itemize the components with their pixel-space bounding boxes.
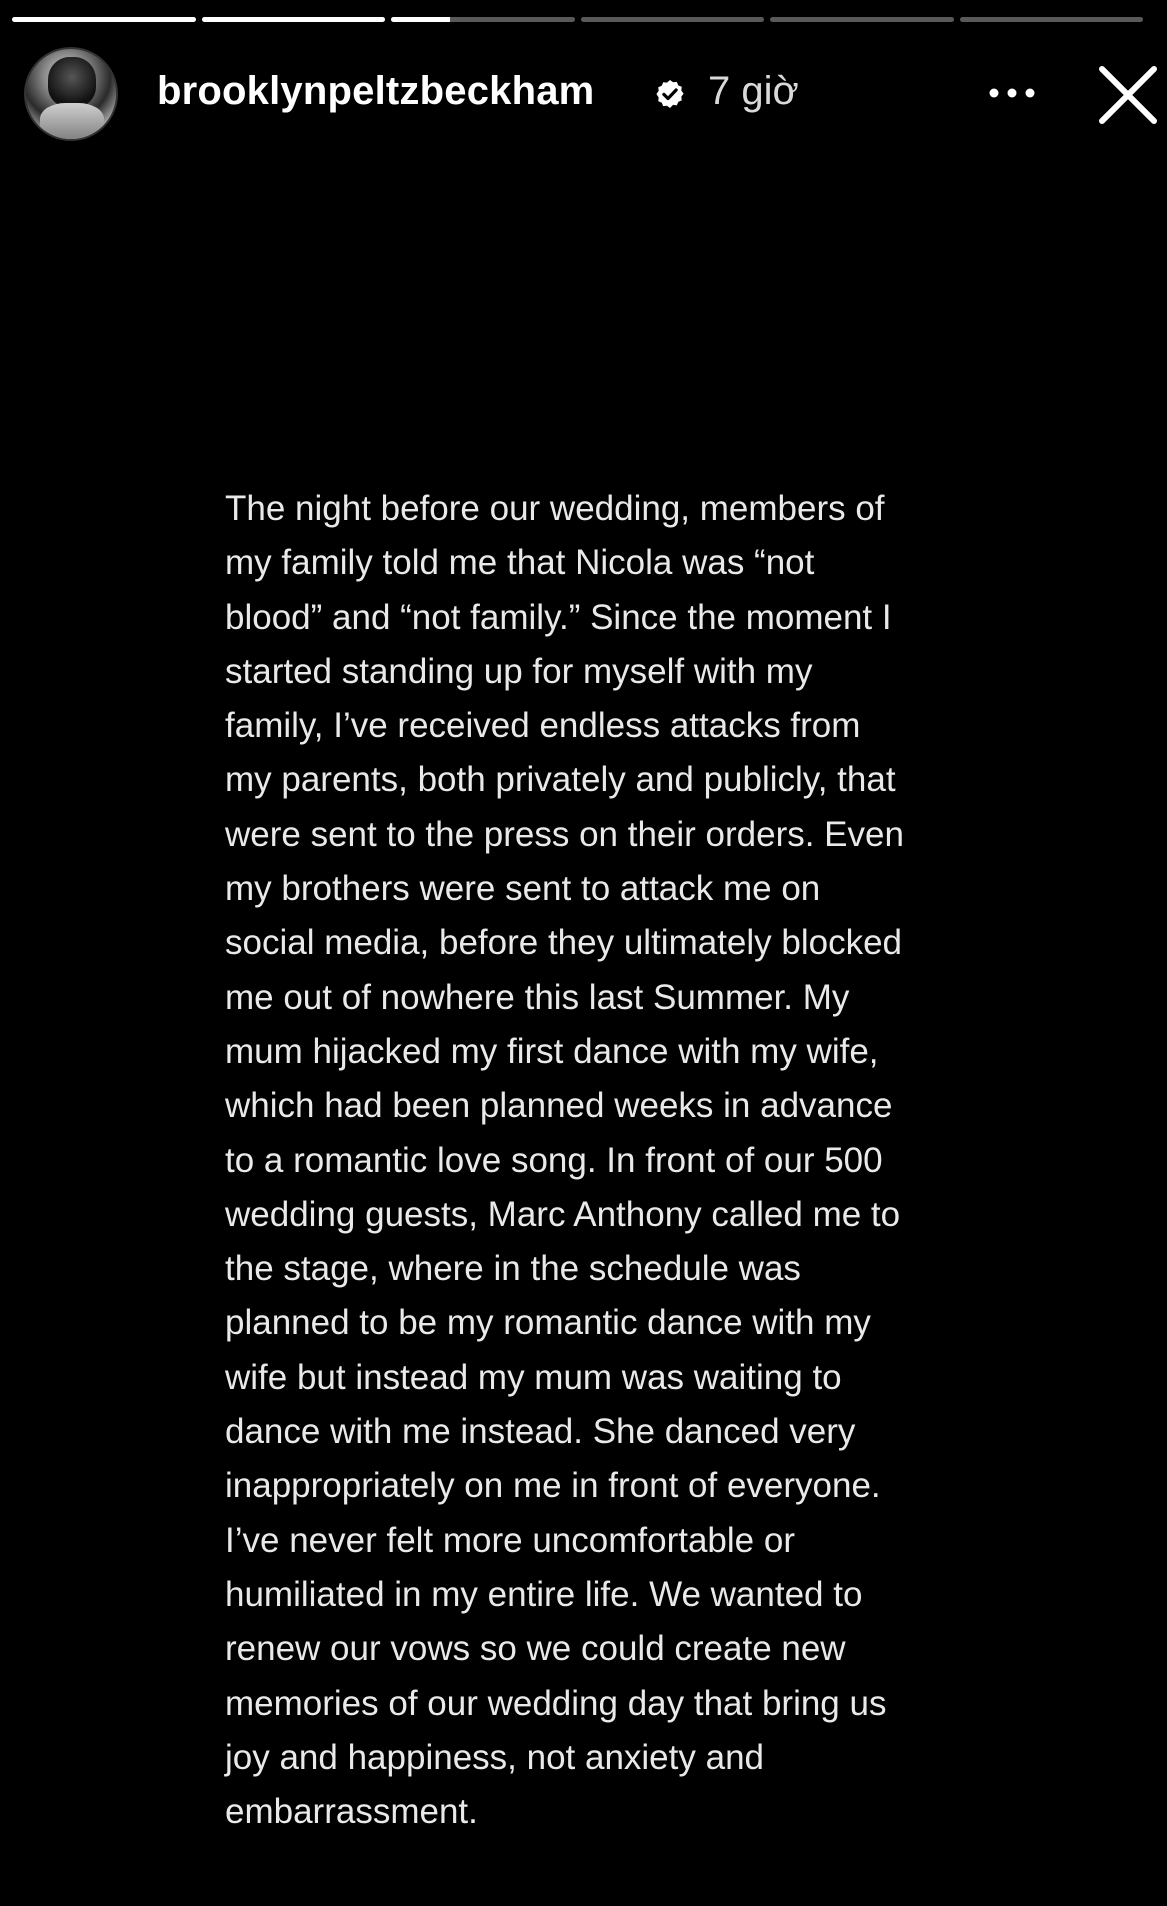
progress-segment (12, 17, 196, 22)
progress-segment-fill (391, 17, 450, 22)
avatar-base (40, 103, 104, 141)
progress-segment-fill (202, 17, 386, 22)
close-icon[interactable] (1096, 63, 1160, 127)
username[interactable]: brooklynpeltzbeckham (157, 69, 595, 113)
progress-segment (581, 17, 765, 22)
progress-segment (391, 17, 575, 22)
verified-badge-icon (654, 78, 686, 110)
profile-avatar[interactable] (24, 47, 118, 141)
progress-segment-fill (12, 17, 196, 22)
progress-segment (960, 17, 1144, 22)
progress-segment (770, 17, 954, 22)
story-progress-bar (12, 17, 1143, 22)
avatar-figure (48, 57, 96, 107)
progress-segment (202, 17, 386, 22)
more-options-icon[interactable] (982, 73, 1042, 113)
story-statement-text: The night before our wedding, members of my family told me that Nicola was “not blood” and “not family.” Since the moment I started standing up for myself with my family, I’ve received endless attacks from my parents, both privately and publicly, that were sent to the press on their orders. Even my brothers were sent to attack me on social media, before they ultimately blocked me out of nowhere this last Summer. My mum hijacked my first dance with my wife, which had been planned weeks in advance to a romantic love song. In front of our 500 wedding guests, Marc Anthony called me to the stage, where in the schedule was planned to be my romantic dance with my wife but instead my mum was waiting to dance with me instead. She danced very inappropriately on me in front of everyone. I’ve never felt more uncomfortable or humiliated in my entire life. We wanted to renew our vows so we could create new memories of our wedding day that bring us joy and happiness, not anxiety and embarrassment. (225, 489, 904, 1832)
story-header (24, 47, 1144, 143)
post-time: 7 giờ (708, 69, 799, 113)
